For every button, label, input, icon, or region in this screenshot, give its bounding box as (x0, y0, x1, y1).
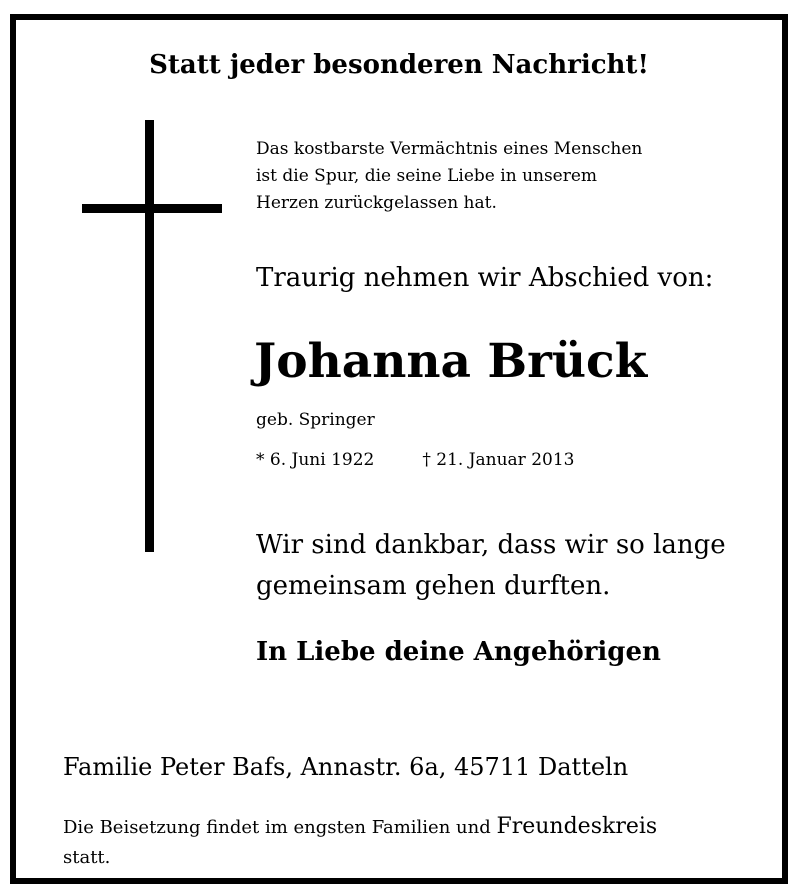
thanks-line: gemeinsam gehen durften. (256, 571, 611, 601)
deceased-name: Johanna Brück (254, 334, 648, 389)
thanks-line: Wir sind dankbar, dass wir so lange (256, 530, 726, 560)
funeral-text-part3: statt. (63, 847, 111, 868)
life-dates (256, 450, 574, 470)
funeral-text-part2: Freundeskreis (496, 814, 658, 839)
quote-line: Herzen zurückgelassen hat. (256, 193, 497, 213)
obituary-frame (10, 14, 788, 884)
cross-horizontal-bar (82, 204, 222, 213)
funeral-text-part1: Die Beisetzung findet im engsten Familien und (63, 817, 497, 838)
death-date: † 21. Januar 2013 (422, 450, 575, 470)
quote-line: Das kostbarste Vermächtnis eines Menschen (256, 139, 643, 159)
intro-text: Traurig nehmen wir Abschied von: (256, 263, 714, 293)
signature: In Liebe deine Angehörigen (256, 637, 661, 667)
birth-date: * 6. Juni 1922 (256, 450, 375, 470)
funeral-notice (63, 812, 657, 873)
cross-vertical-bar (145, 120, 154, 552)
maiden-name: geb. Springer (256, 410, 375, 430)
family-address: Familie Peter Bafs, Annastr. 6a, 45711 Datteln (63, 753, 629, 781)
header-title: Statt jeder besonderen Nachricht! (149, 50, 649, 80)
quote (256, 136, 642, 217)
quote-line: ist die Spur, die seine Liebe in unserem (256, 166, 598, 186)
thanks-text (256, 525, 726, 607)
